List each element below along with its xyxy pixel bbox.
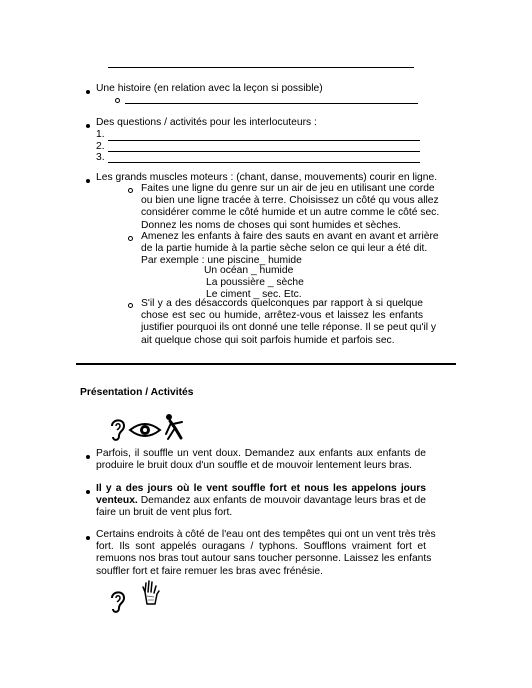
- text-line: remuons nos bras tout autour sans toucher personne. Laissez les enfants: [96, 553, 432, 565]
- section-divider: [76, 363, 456, 365]
- question-answer-line-1: [108, 140, 420, 141]
- bullet: [86, 455, 90, 459]
- text-line: de la partie humide à la partie sèche selon ce qui leur a été dit.: [141, 243, 428, 255]
- text-line: chose est sec ou humide, arrêtez-vous et laissez les enfants: [141, 310, 423, 322]
- bullet: [86, 124, 90, 128]
- sub-bullet: [128, 236, 133, 241]
- questions-label: Des questions / activités pour les interlocuteurs :: [96, 117, 317, 128]
- story-label: Une histoire (en relation avec la leçon si possible): [96, 83, 323, 94]
- question-answer-line-3: [108, 162, 420, 163]
- bullet: [86, 490, 90, 494]
- muscles-label: Les grands muscles moteurs : (chant, danse, mouvements) courir en ligne.: [96, 172, 438, 183]
- sub-bullet: [128, 188, 133, 193]
- eye-icon: [128, 420, 162, 440]
- text-line: faire un bruit de vent plus fort.: [96, 507, 233, 519]
- activity-paragraph-1: [96, 448, 426, 472]
- question-number-2: 2.: [96, 141, 105, 152]
- text-line: Parfois, il souffle un vent doux. Demandez aux enfants aux enfants de: [96, 448, 426, 459]
- sub-paragraph-1: [141, 183, 440, 232]
- story-answer-line: [125, 103, 418, 104]
- text-line: considérer comme le côté humide et un autre comme le côté sec.: [141, 207, 440, 219]
- hand-icon: [141, 578, 161, 606]
- text-line: fort. Ils sont appelés ouragans / typhons. Soufflons vraiment fort et: [96, 541, 426, 553]
- ear-icon: [108, 416, 128, 444]
- text-line: ait quelque chose qui soit parfois humide et parfois sec.: [141, 334, 395, 346]
- text-line: Donnez les noms de choses qui sont humides et sèches.: [141, 219, 401, 231]
- bullet: [86, 90, 90, 94]
- question-answer-line-2: [108, 151, 420, 152]
- example-line-2: La poussière _ sèche: [206, 277, 304, 288]
- sub-paragraph-3: [141, 298, 437, 347]
- text-line: Par exemple : une piscine_ humide: [141, 255, 302, 267]
- text-line: Certains endroits à côté de l'eau ont des tempêtes qui ont un vent très très: [96, 529, 436, 540]
- sub-bullet: [115, 98, 120, 103]
- text-line: souffler fort et faire remuer les bras avec frénésie.: [96, 565, 324, 577]
- text-line: [96, 495, 426, 507]
- section-heading: Présentation / Activités: [80, 387, 194, 398]
- sub-paragraph-2: [141, 231, 439, 268]
- sub-bullet: [128, 303, 133, 308]
- bullet: [86, 179, 90, 183]
- text-line: ou bien une ligne tracée à terre. Choisissez un côté qu vous allez: [141, 195, 439, 207]
- bullet: [86, 536, 90, 540]
- bold-text: venteux.: [96, 495, 138, 507]
- text-line: Faites une ligne du genre sur un air de jeu en utilisant une corde: [141, 183, 435, 194]
- text-line: produire le bruit doux d'un souffle et de mouvoir lentement leurs bras.: [96, 460, 413, 472]
- ear-icon: [108, 588, 128, 616]
- text-line: Amenez les enfants à faire des sauts en avant en avant et arrière: [141, 231, 439, 242]
- example-line-1: Un océan _ humide: [204, 265, 294, 276]
- text-segment: Demandez aux enfants de mouvoir davantage leurs bras et de: [137, 495, 426, 507]
- top-answer-line: [108, 67, 414, 68]
- question-number-1: 1.: [96, 129, 105, 140]
- text-line: Il y a des jours où le vent souffle fort et nous les appelons jours: [96, 483, 426, 494]
- example-line-3: Le ciment _ sec. Etc.: [206, 289, 302, 300]
- question-number-3: 3.: [96, 152, 105, 163]
- text-line: S'il y a des désaccords quelconques par rapport à si quelque: [141, 298, 423, 309]
- activity-paragraph-2: [96, 483, 426, 520]
- activity-paragraph-3: [96, 529, 436, 578]
- text-line: justifier pourquoi ils ont donné une telle réponse. Il se peut qu'il y: [141, 322, 437, 334]
- movement-icon: [163, 412, 185, 442]
